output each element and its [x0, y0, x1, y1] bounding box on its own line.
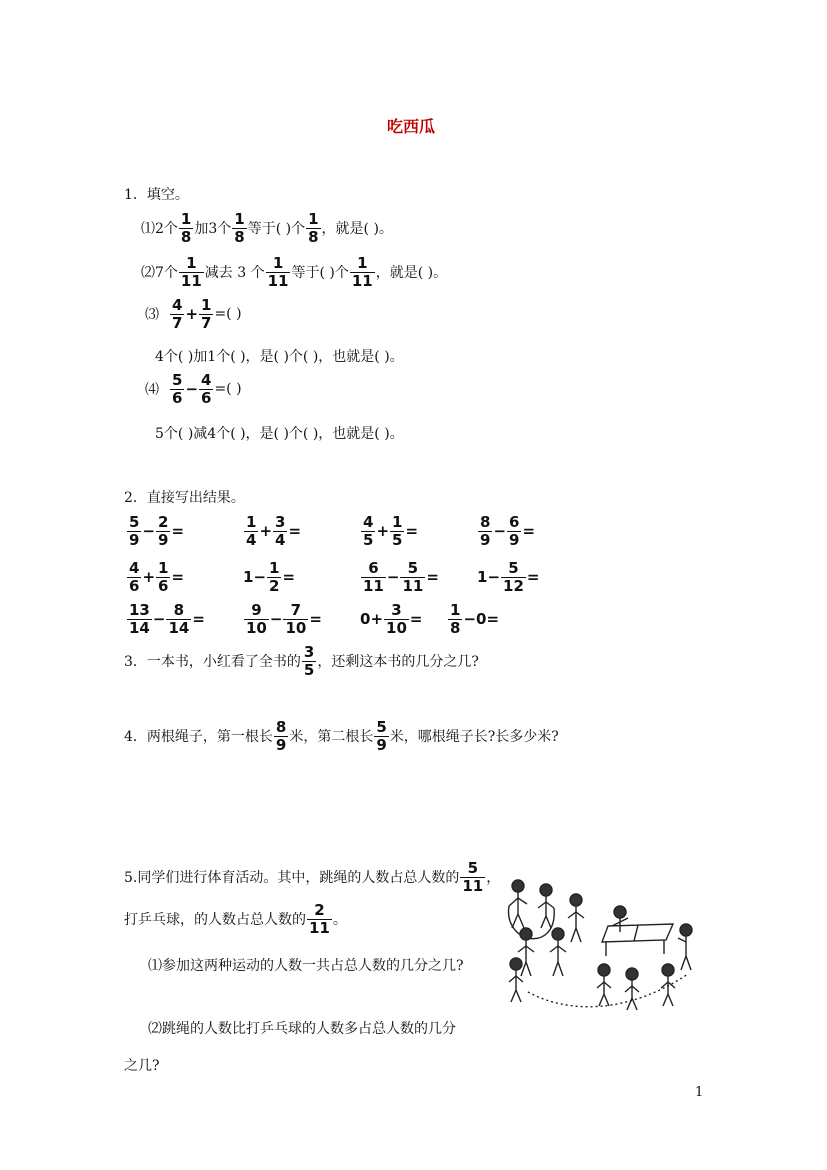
fraction: $\frac{2}{9}$ [158, 513, 169, 549]
q2-expression [447, 602, 499, 636]
fraction: $\frac{1}{11}$ [351, 254, 373, 290]
operator: = [171, 568, 185, 586]
sports-illustration [498, 874, 698, 1014]
text: ， [486, 870, 501, 886]
text: 米，第二根长 [289, 729, 374, 745]
text: 等于( )个 [291, 265, 349, 281]
text: ⑵7个 [141, 265, 178, 281]
fraction: $\frac{5}{6}$ [172, 371, 183, 407]
fraction: $\frac{1}{11}$ [180, 254, 202, 290]
operator: − [185, 380, 199, 398]
operator: = [526, 568, 540, 586]
q2-expression [243, 560, 295, 594]
operator: − [463, 610, 477, 628]
q2-expression [126, 560, 184, 594]
text: =( ) [214, 381, 242, 397]
fraction: $\frac{3}{10}$ [386, 601, 407, 637]
operator: − [386, 568, 400, 586]
text: 。 [332, 912, 347, 928]
operator: = [522, 522, 536, 540]
q2-expression [126, 602, 205, 636]
text: 打乒乓球，的人数占总人数的 [124, 912, 306, 928]
operator: + [376, 522, 390, 540]
fraction: $\frac{1}{11}$ [267, 254, 289, 290]
text: ⑴2个 [141, 221, 178, 237]
text: 5.同学们进行体育活动。其中，跳绳的人数占总人数的 [124, 870, 460, 886]
operator: = [288, 522, 302, 540]
text: 加3个 [194, 221, 232, 237]
fraction: $\frac{5}{11}$ [462, 859, 484, 895]
operator: 0 [360, 610, 371, 628]
q1-heading: 1．填空。 [124, 187, 189, 203]
operator: = [426, 568, 439, 586]
operator: = [282, 568, 296, 586]
fraction: $\frac{1}{8}$ [308, 210, 319, 246]
operator: = [486, 610, 500, 628]
operator: − [142, 522, 156, 540]
fraction: $\frac{4}{5}$ [363, 513, 374, 549]
q5-line2 [124, 902, 347, 936]
operator: + [185, 305, 199, 323]
q3 [124, 644, 479, 678]
q2-heading: 2．直接写出结果。 [124, 490, 245, 506]
text: 减去 3 个 [204, 265, 265, 281]
operator: + [259, 522, 273, 540]
fraction: $\frac{6}{11}$ [363, 559, 384, 595]
fraction: $\frac{1}{8}$ [234, 210, 245, 246]
q1-part2 [141, 255, 447, 289]
fraction: $\frac{5}{9}$ [376, 718, 387, 754]
operator: = [171, 522, 185, 540]
q1-part3-sub: 4个( )加1个( )，是( )个( )，也就是( )。 [155, 349, 404, 365]
operator: = [405, 522, 419, 540]
fraction: $\frac{5}{11}$ [402, 559, 424, 595]
operator: + [370, 610, 384, 628]
q5-line1 [124, 860, 500, 894]
fraction: $\frac{1}{8}$ [450, 601, 461, 637]
fraction: $\frac{1}{5}$ [392, 513, 403, 549]
fraction: $\frac{3}{4}$ [275, 513, 286, 549]
text: ，还剩这本书的几分之几? [317, 654, 479, 670]
q2-expression [360, 602, 422, 636]
text: 米，哪根绳子长?长多少米? [389, 729, 559, 745]
fraction: $\frac{1}{4}$ [246, 513, 257, 549]
text: 4．两根绳子，第一根长 [124, 729, 273, 745]
q2-expression [360, 560, 439, 594]
q5-sub2-cont: 之几? [124, 1058, 160, 1074]
fraction: $\frac{9}{10}$ [246, 601, 267, 637]
fraction: $\frac{3}{5}$ [303, 643, 315, 679]
q1-part4-sub: 5个( )减4个( )，是( )个( )，也就是( )。 [155, 426, 404, 442]
q2-expression [477, 514, 535, 548]
operator: 1 [477, 568, 488, 586]
q1-part1 [141, 211, 393, 245]
page-title: 吃西瓜 [387, 117, 436, 136]
text: 等于( )个 [247, 221, 306, 237]
operator: − [493, 522, 507, 540]
q1-part3 [145, 297, 242, 331]
q2-expression [360, 514, 418, 548]
text: 3．一本书，小红看了全书的 [124, 654, 301, 670]
fraction: $\frac{1}{6}$ [158, 559, 169, 595]
page-number: 1 [695, 1085, 704, 1100]
text: ⑶ [145, 307, 159, 323]
fraction: $\frac{5}{9}$ [129, 513, 140, 549]
fraction: $\frac{8}{9}$ [480, 513, 491, 549]
fraction: $\frac{4}{6}$ [201, 371, 212, 407]
text: ，就是( )。 [321, 221, 393, 237]
fraction: $\frac{4}{6}$ [129, 559, 140, 595]
fraction: $\frac{5}{12}$ [503, 559, 524, 595]
fraction: $\frac{8}{9}$ [275, 718, 287, 754]
fraction: $\frac{1}{7}$ [201, 296, 212, 332]
text: =( ) [214, 306, 242, 322]
q5-sub2: ⑵跳绳的人数比打乒乓球的人数多占总人数的几分 [148, 1021, 456, 1037]
operator: − [253, 568, 267, 586]
operator: − [269, 610, 283, 628]
fraction: $\frac{1}{2}$ [269, 559, 280, 595]
operator: − [487, 568, 501, 586]
operator: 1 [243, 568, 254, 586]
operator: = [409, 610, 423, 628]
fraction: $\frac{8}{14}$ [168, 601, 190, 637]
operator: = [309, 610, 322, 628]
q2-expression [126, 514, 184, 548]
text: ，就是( )。 [375, 265, 448, 281]
operator: = [192, 610, 205, 628]
q2-expression [243, 514, 301, 548]
fraction: $\frac{2}{11}$ [309, 901, 330, 937]
operator: 0 [476, 610, 487, 628]
fraction: $\frac{13}{14}$ [129, 601, 150, 637]
fraction: $\frac{4}{7}$ [172, 296, 183, 332]
q1-part4 [145, 372, 242, 406]
q2-expression [243, 602, 322, 636]
q2-expression [477, 560, 539, 594]
fraction: $\frac{7}{10}$ [285, 601, 307, 637]
fraction: $\frac{1}{8}$ [180, 210, 192, 246]
q4 [124, 719, 559, 753]
fraction: $\frac{6}{9}$ [509, 513, 520, 549]
operator: − [152, 610, 166, 628]
operator: + [142, 568, 156, 586]
q5-sub1: ⑴参加这两种运动的人数一共占总人数的几分之几? [148, 958, 464, 974]
text: ⑷ [145, 382, 159, 398]
